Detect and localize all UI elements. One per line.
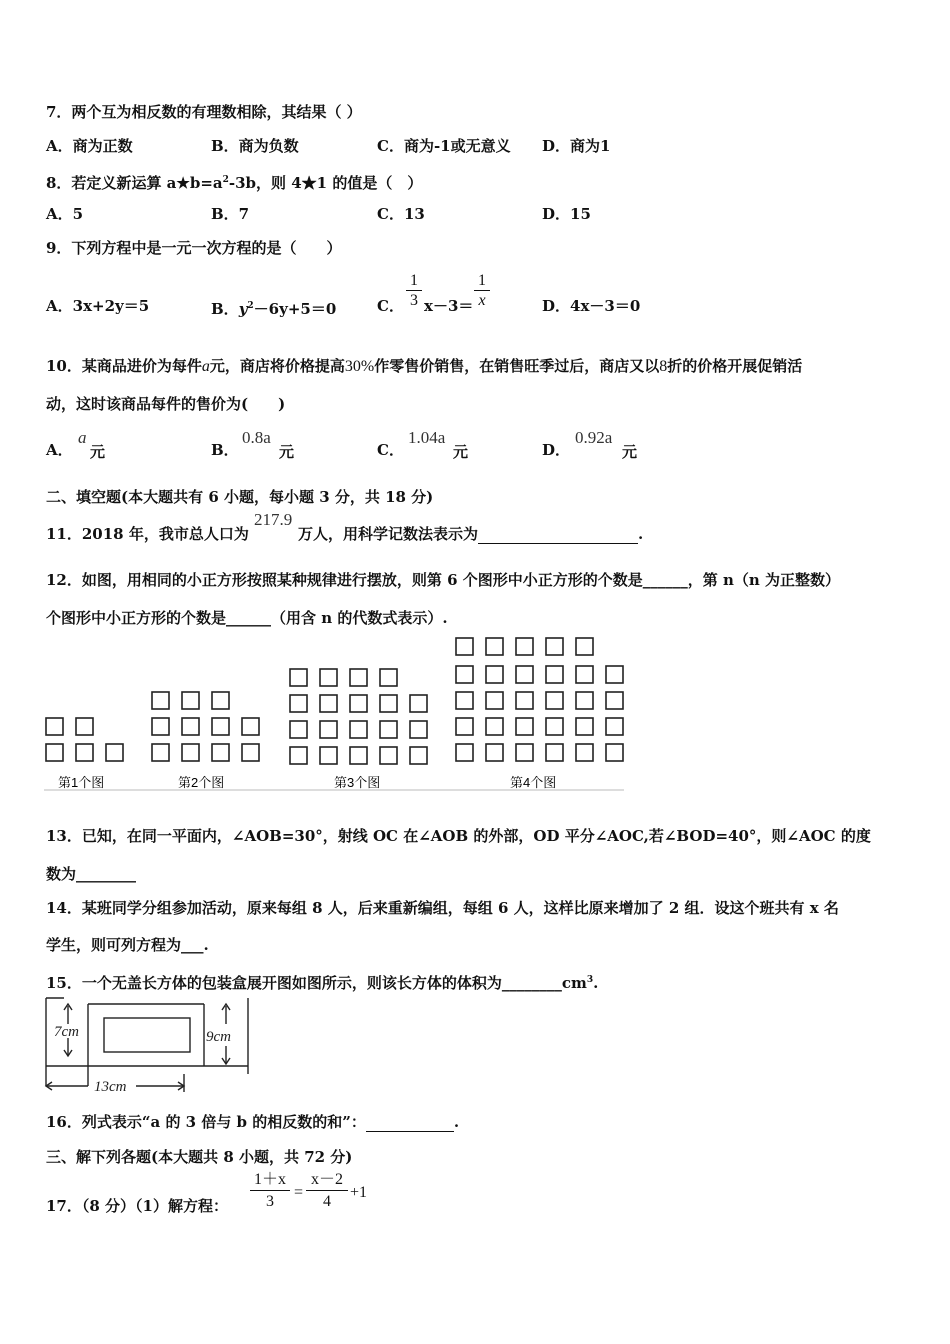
small-square — [290, 695, 307, 712]
small-square — [46, 744, 63, 761]
small-square — [606, 744, 623, 761]
small-square — [606, 666, 623, 683]
q15-label-bottom: 13cm — [94, 1079, 127, 1094]
small-square — [380, 721, 397, 738]
small-square — [290, 747, 307, 764]
q10-option-d-value: 0.92a — [575, 428, 613, 447]
q11-stem-1: 11．2018 年，我市总人口为 — [46, 525, 249, 543]
q17-fraction-left: $\frac{1+x}{3}$ — [250, 1170, 290, 1213]
small-square — [606, 718, 623, 735]
q7-option-a: A．商为正数 — [46, 137, 133, 155]
q15-stem: 15．一个无盖长方体的包装盒展开图如图所示，则该长方体的体积为$\_\_\_\_\_\_\_\_cm^3$. — [46, 974, 599, 992]
small-square — [546, 638, 563, 655]
q15-label-left: 7cm — [54, 1024, 79, 1040]
q14-stem-line1: 14．某班同学分组参加活动，原来每组 8 人，后来重新编组，每组 6 人，这样比原来增加了 2 组．设这个班共有 x 名 — [46, 899, 839, 917]
section-2-heading: 二、填空题(本大题共有 6 小题，每小题 3 分，共 18 分) — [46, 488, 434, 506]
q10-option-a-unit: 元 — [90, 443, 106, 461]
q16-stem: 16．列式表示“a 的 3 倍与 b 的相反数的和”： . — [46, 1113, 460, 1131]
small-square — [320, 669, 337, 686]
q9-option-a: A．3x+2y＝5 — [46, 297, 150, 315]
q7-option-b: B．商为负数 — [211, 137, 299, 155]
small-square — [516, 666, 533, 683]
small-square — [456, 666, 473, 683]
small-square — [380, 747, 397, 764]
small-square — [76, 718, 93, 735]
q12-caption-2: 第2个图 — [178, 775, 225, 790]
q15-box-net-figure — [44, 996, 254, 1094]
q8-option-c: C．13 — [377, 205, 425, 223]
small-square — [380, 669, 397, 686]
q9-option-c-label: C． — [377, 297, 404, 315]
small-square — [456, 692, 473, 709]
q10-option-a-value: a — [78, 428, 87, 447]
small-square — [410, 721, 427, 738]
small-square — [516, 718, 533, 735]
small-square — [546, 692, 563, 709]
q17-stem: 17．（8 分）（1）解方程： — [46, 1197, 228, 1215]
q10-option-d-unit: 元 — [622, 443, 638, 461]
q12-caption-1: 第1个图 — [58, 775, 105, 790]
q11-value: 217.9 — [254, 510, 293, 529]
small-square — [350, 747, 367, 764]
q13-stem-line1: 13．已知，在同一平面内，∠AOB=30°，射线 OC 在∠AOB 的外部，OD 平分∠AOC,若∠BOD=40°，则∠AOC 的度 — [46, 827, 871, 845]
q12-stem-line1: 12．如图，用相同的小正方形按照某种规律进行摆放，则第 6 个图形中小正方形的个数是______，第 n（n 为正整数） — [46, 571, 841, 589]
small-square — [182, 718, 199, 735]
small-square — [320, 721, 337, 738]
q8-option-b: B．7 — [211, 205, 250, 223]
q10-option-b-label: B． — [211, 441, 239, 459]
small-square — [456, 744, 473, 761]
small-square — [290, 669, 307, 686]
q8-option-d: D．15 — [542, 205, 591, 223]
small-square — [546, 718, 563, 735]
small-square — [576, 638, 593, 655]
small-square — [410, 747, 427, 764]
q10-option-c-unit: 元 — [453, 443, 469, 461]
q9-option-b: B．$y^2-6y+5=0$ — [211, 300, 337, 318]
q10-option-b-unit: 元 — [279, 443, 295, 461]
small-square — [212, 692, 229, 709]
small-square — [486, 638, 503, 655]
small-square — [152, 744, 169, 761]
small-square — [320, 747, 337, 764]
small-square — [242, 744, 259, 761]
small-square — [606, 692, 623, 709]
q17-fraction-right: $\frac{x-2}{4}$ — [306, 1170, 348, 1213]
small-square — [486, 666, 503, 683]
small-square — [380, 695, 397, 712]
small-square — [350, 695, 367, 712]
small-square — [320, 695, 337, 712]
q10-option-c-value: 1.04a — [408, 428, 446, 447]
small-square — [576, 744, 593, 761]
small-square — [516, 638, 533, 655]
small-square — [456, 718, 473, 735]
small-square — [576, 718, 593, 735]
q14-stem-line2: 学生，则可列方程为___. — [46, 936, 209, 954]
small-square — [516, 744, 533, 761]
small-square — [290, 721, 307, 738]
q12-square-pattern-figure — [44, 636, 634, 796]
q10-stem-line2: 动，这时该商品每件的售价为( ) — [46, 395, 286, 413]
q10-option-d-label: D． — [542, 441, 571, 459]
small-square — [152, 718, 169, 735]
section-3-heading: 三、解下列各题(本大题共 8 小题，共 72 分) — [46, 1148, 353, 1166]
small-square — [242, 718, 259, 735]
small-square — [456, 638, 473, 655]
q16-answer-blank — [366, 1131, 454, 1132]
q15-label-right: 9cm — [206, 1029, 231, 1045]
small-square — [152, 692, 169, 709]
q7-stem: 7．两个互为相反数的有理数相除，其结果（ ） — [46, 103, 362, 121]
q12-caption-4: 第4个图 — [510, 775, 557, 790]
q15-inner-rect — [104, 1018, 190, 1052]
small-square — [212, 744, 229, 761]
small-square — [576, 666, 593, 683]
small-square — [516, 692, 533, 709]
small-square — [486, 718, 503, 735]
q17-equals: = — [294, 1184, 304, 1201]
q10-option-c-label: C． — [377, 441, 404, 459]
small-square — [486, 692, 503, 709]
small-square — [106, 744, 123, 761]
q8-stem: 8．若定义新运算 $a★b=a^2-3b$，则 4★1 的值是（ ） — [46, 174, 423, 192]
small-square — [350, 669, 367, 686]
q7-option-c: C．商为-1或无意义 — [377, 137, 511, 155]
small-square — [546, 666, 563, 683]
q10-stem-line1: 10．某商品进价为每件a元，商店将价格提高30%作零售价销售，在销售旺季过后，商店又以8折的价格开展促销活 — [46, 357, 803, 375]
small-square — [212, 718, 229, 735]
small-square — [76, 744, 93, 761]
q8-option-a: A．5 — [46, 205, 84, 223]
q13-stem-line2: 数为________ — [46, 865, 137, 883]
small-square — [546, 744, 563, 761]
q9-option-d: D．4x－3＝0 — [542, 297, 641, 315]
q9-option-c-mid: x－3＝ — [424, 297, 474, 315]
small-square — [410, 695, 427, 712]
q9-stem: 9．下列方程中是一元一次方程的是（ ） — [46, 239, 342, 257]
small-square — [486, 744, 503, 761]
q12-caption-3: 第3个图 — [334, 775, 381, 790]
q9-option-c-fraction-2: $\frac{1}{x}$ — [474, 272, 490, 311]
q17-tail: +1 — [350, 1184, 368, 1201]
small-square — [576, 692, 593, 709]
small-square — [182, 692, 199, 709]
q10-option-b-value: 0.8a — [242, 428, 271, 447]
small-square — [182, 744, 199, 761]
q10-option-a-label: A． — [46, 441, 73, 459]
small-square — [350, 721, 367, 738]
q11-answer-blank — [478, 543, 638, 544]
q12-stem-line2: 个图形中小正方形的个数是______（用含 n 的代数式表示）. — [46, 609, 448, 627]
q7-option-d: D．商为1 — [542, 137, 611, 155]
q9-option-c-fraction: $\frac{1}{3}$ — [406, 272, 422, 311]
q11-stem-2: 万人，用科学记数法表示为 . — [298, 525, 644, 543]
small-square — [46, 718, 63, 735]
